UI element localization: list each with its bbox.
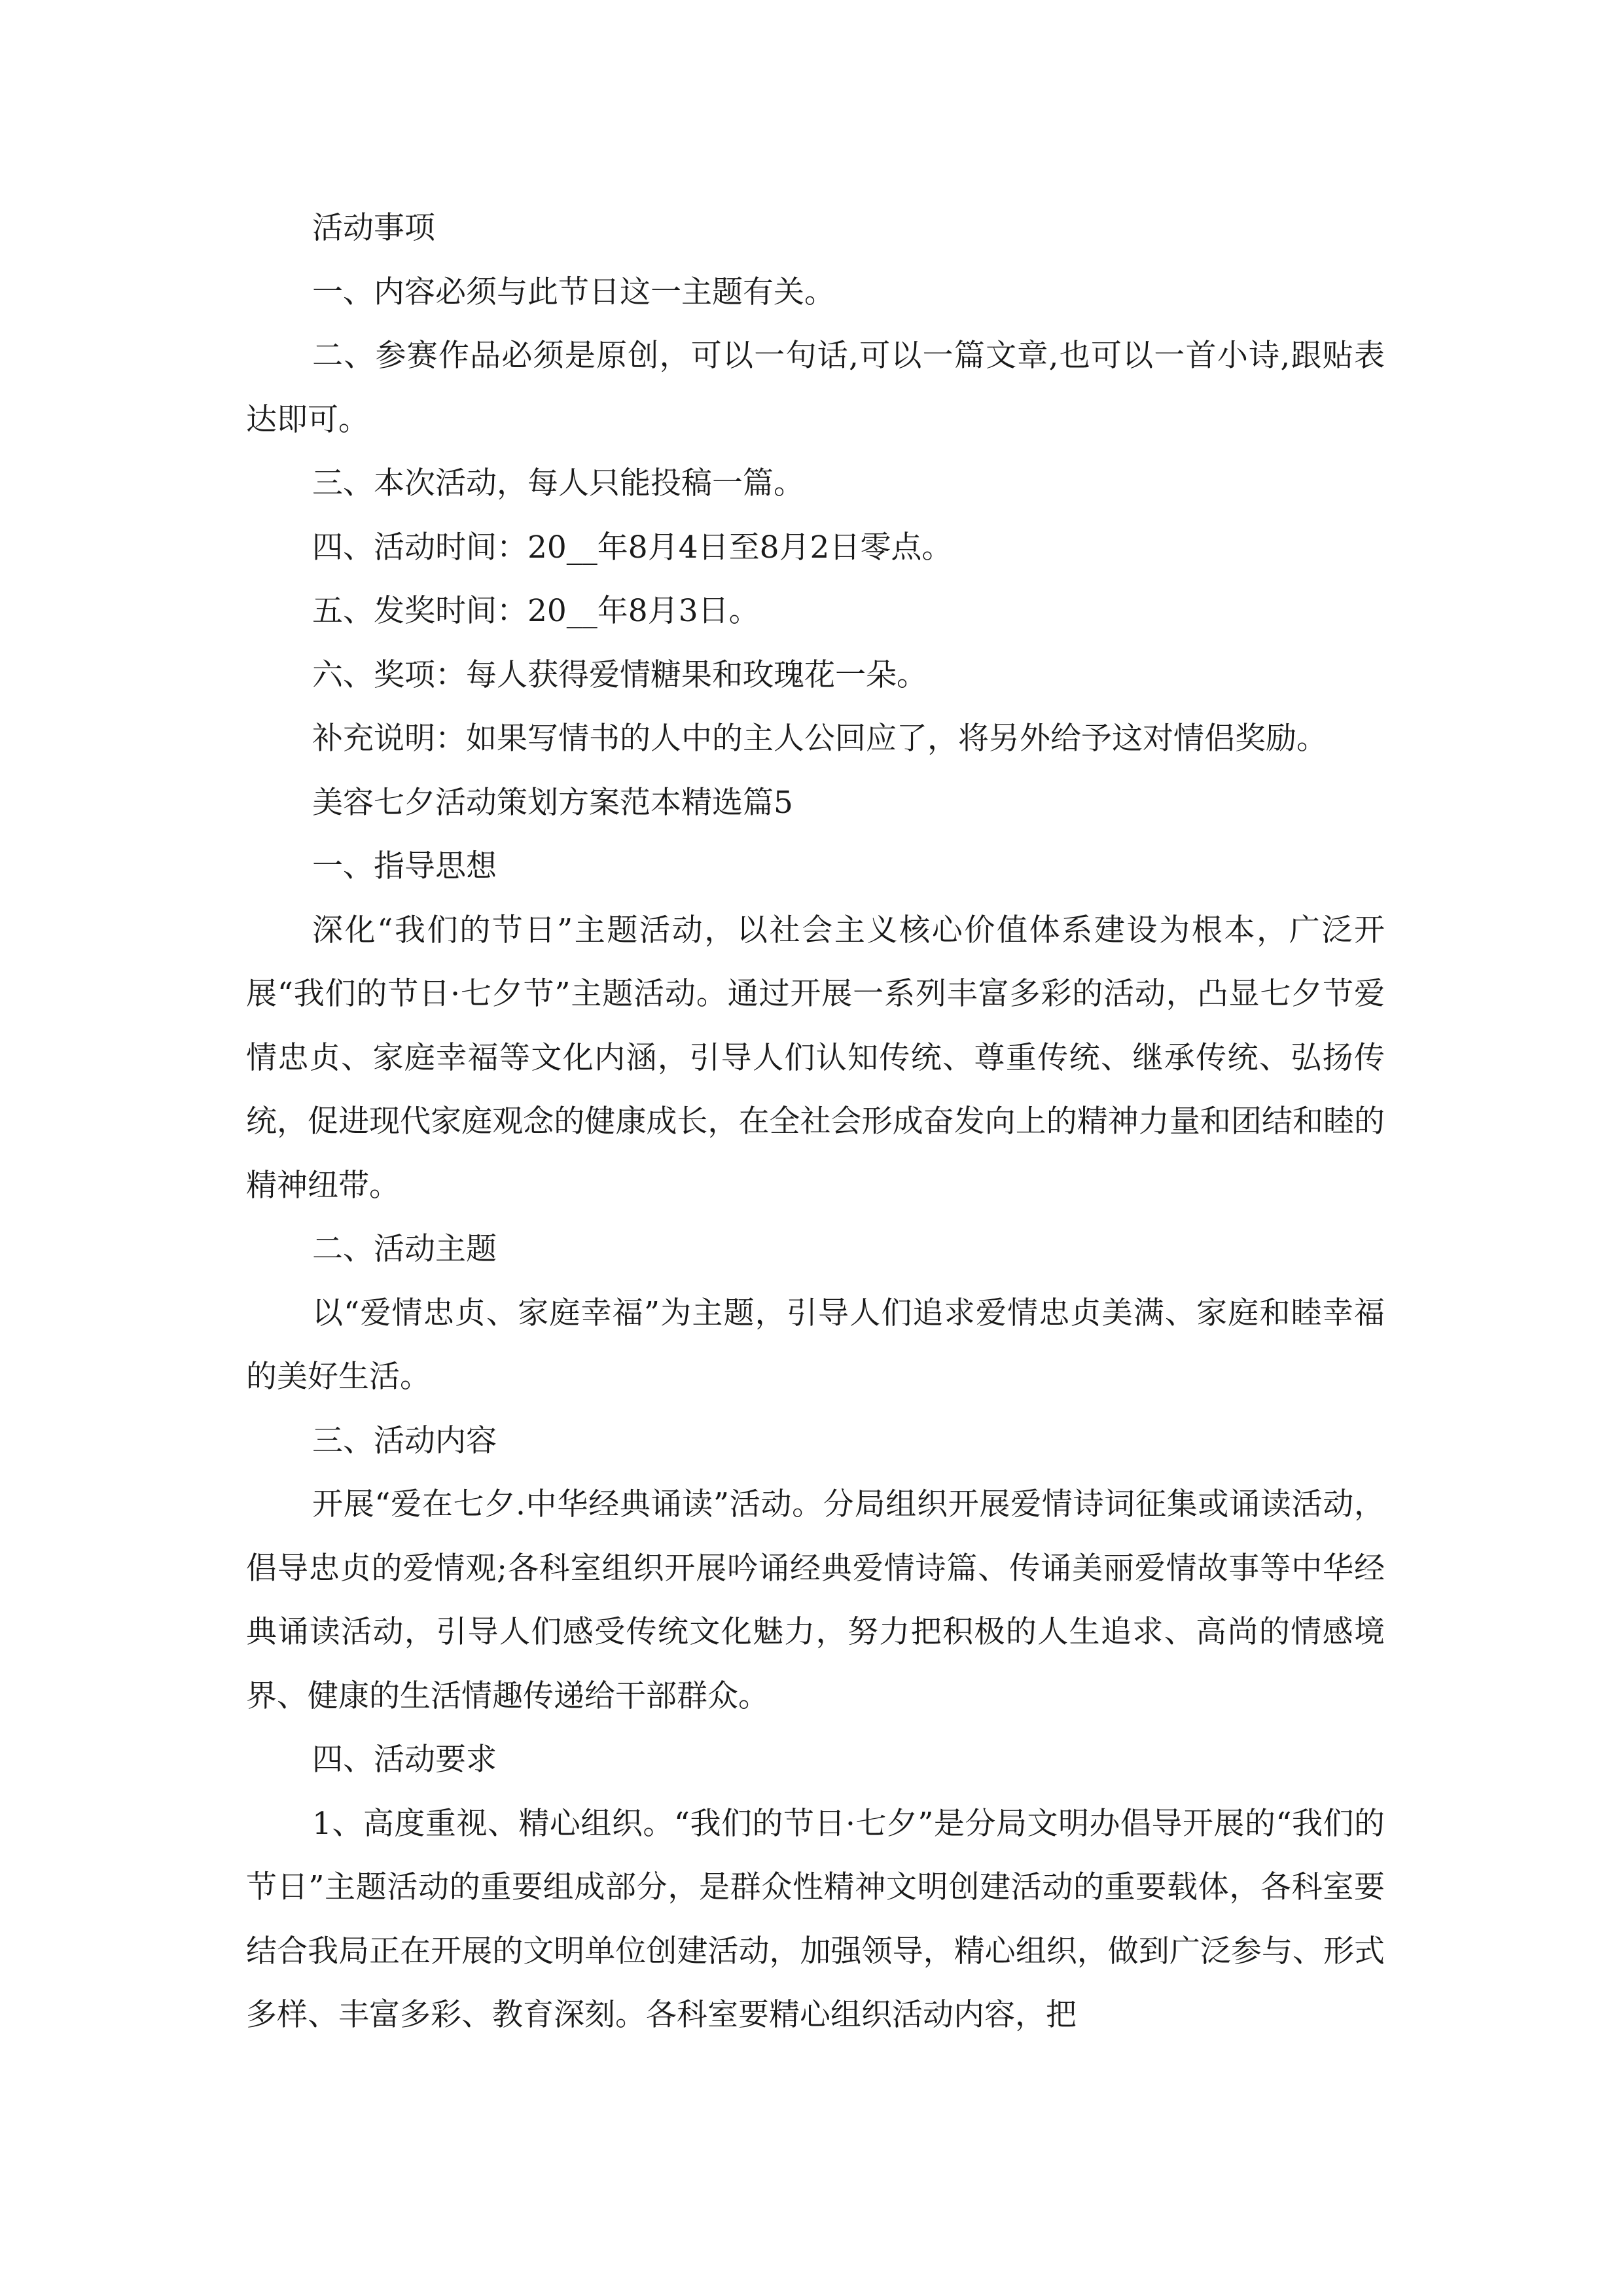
list-item: 五、发奖时间：20__年8月3日。 xyxy=(312,593,760,629)
list-item: 六、奖项：每人获得爱情糖果和玫瑰花一朵。 xyxy=(312,656,927,693)
list-item: 二、参赛作品必须是原创，可以一句话,可以一篇文章,也可以一首小诗,跟贴表达即可。 xyxy=(246,338,1385,438)
document-body xyxy=(246,196,1385,2047)
body-paragraph: 1、高度重视、精心组织。“我们的节日·七夕”是分局文明办倡导开展的“我们的节日”主题活动的重要组成部分，是群众性精神文明创建活动的重要载体，各科室要结合我局正在开展的文明单位创建活动，加强领导，精心组织，做到广泛参与、形式多样、丰富多彩、教育深刻。各科室要精心组织活动内容，把 xyxy=(246,1805,1385,2033)
body-paragraph: 开展“爱在七夕.中华经典诵读”活动。分局组织开展爱情诗词征集或诵读活动，倡导忠贞的爱情观;各科室组织开展吟诵经典爱情诗篇、传诵美丽爱情故事等中华经典诵读活动，引导人们感受传统文化魅力，努力把积极的人生追求、高尚的情感境界、健康的生活情趣传递给干部群众。 xyxy=(246,1486,1385,1714)
list-item: 四、活动时间：20__年8月4日至8月2日零点。 xyxy=(312,529,953,565)
article-title: 美容七夕活动策划方案范本精选篇5 xyxy=(312,784,793,821)
supplementary-note: 补充说明：如果写情书的人中的主人公回应了，将另外给予这对情侣奖励。 xyxy=(312,721,1327,757)
section-heading: 活动事项 xyxy=(312,210,435,246)
section-heading: 二、活动主题 xyxy=(312,1231,497,1267)
body-paragraph: 以“爱情忠贞、家庭幸福”为主题，引导人们追求爱情忠贞美满、家庭和睦幸福的美好生活。 xyxy=(246,1295,1385,1395)
list-item: 一、内容必须与此节日这一主题有关。 xyxy=(312,274,835,310)
body-paragraph: 深化“我们的节日”主题活动，以社会主义核心价值体系建设为根本，广泛开展“我们的节日·七夕节”主题活动。通过开展一系列丰富多彩的活动，凸显七夕节爱情忠贞、家庭幸福等文化内涵，引导人们认知传统、尊重传统、继承传统、弘扬传统，促进现代家庭观念的健康成长，在全社会形成奋发向上的精神力量和团结和睦的精神纽带。 xyxy=(246,912,1385,1204)
section-heading: 一、指导思想 xyxy=(312,848,497,884)
section-heading: 四、活动要求 xyxy=(312,1742,497,1778)
list-item: 三、本次活动，每人只能投稿一篇。 xyxy=(312,465,804,501)
section-heading: 三、活动内容 xyxy=(312,1422,497,1459)
